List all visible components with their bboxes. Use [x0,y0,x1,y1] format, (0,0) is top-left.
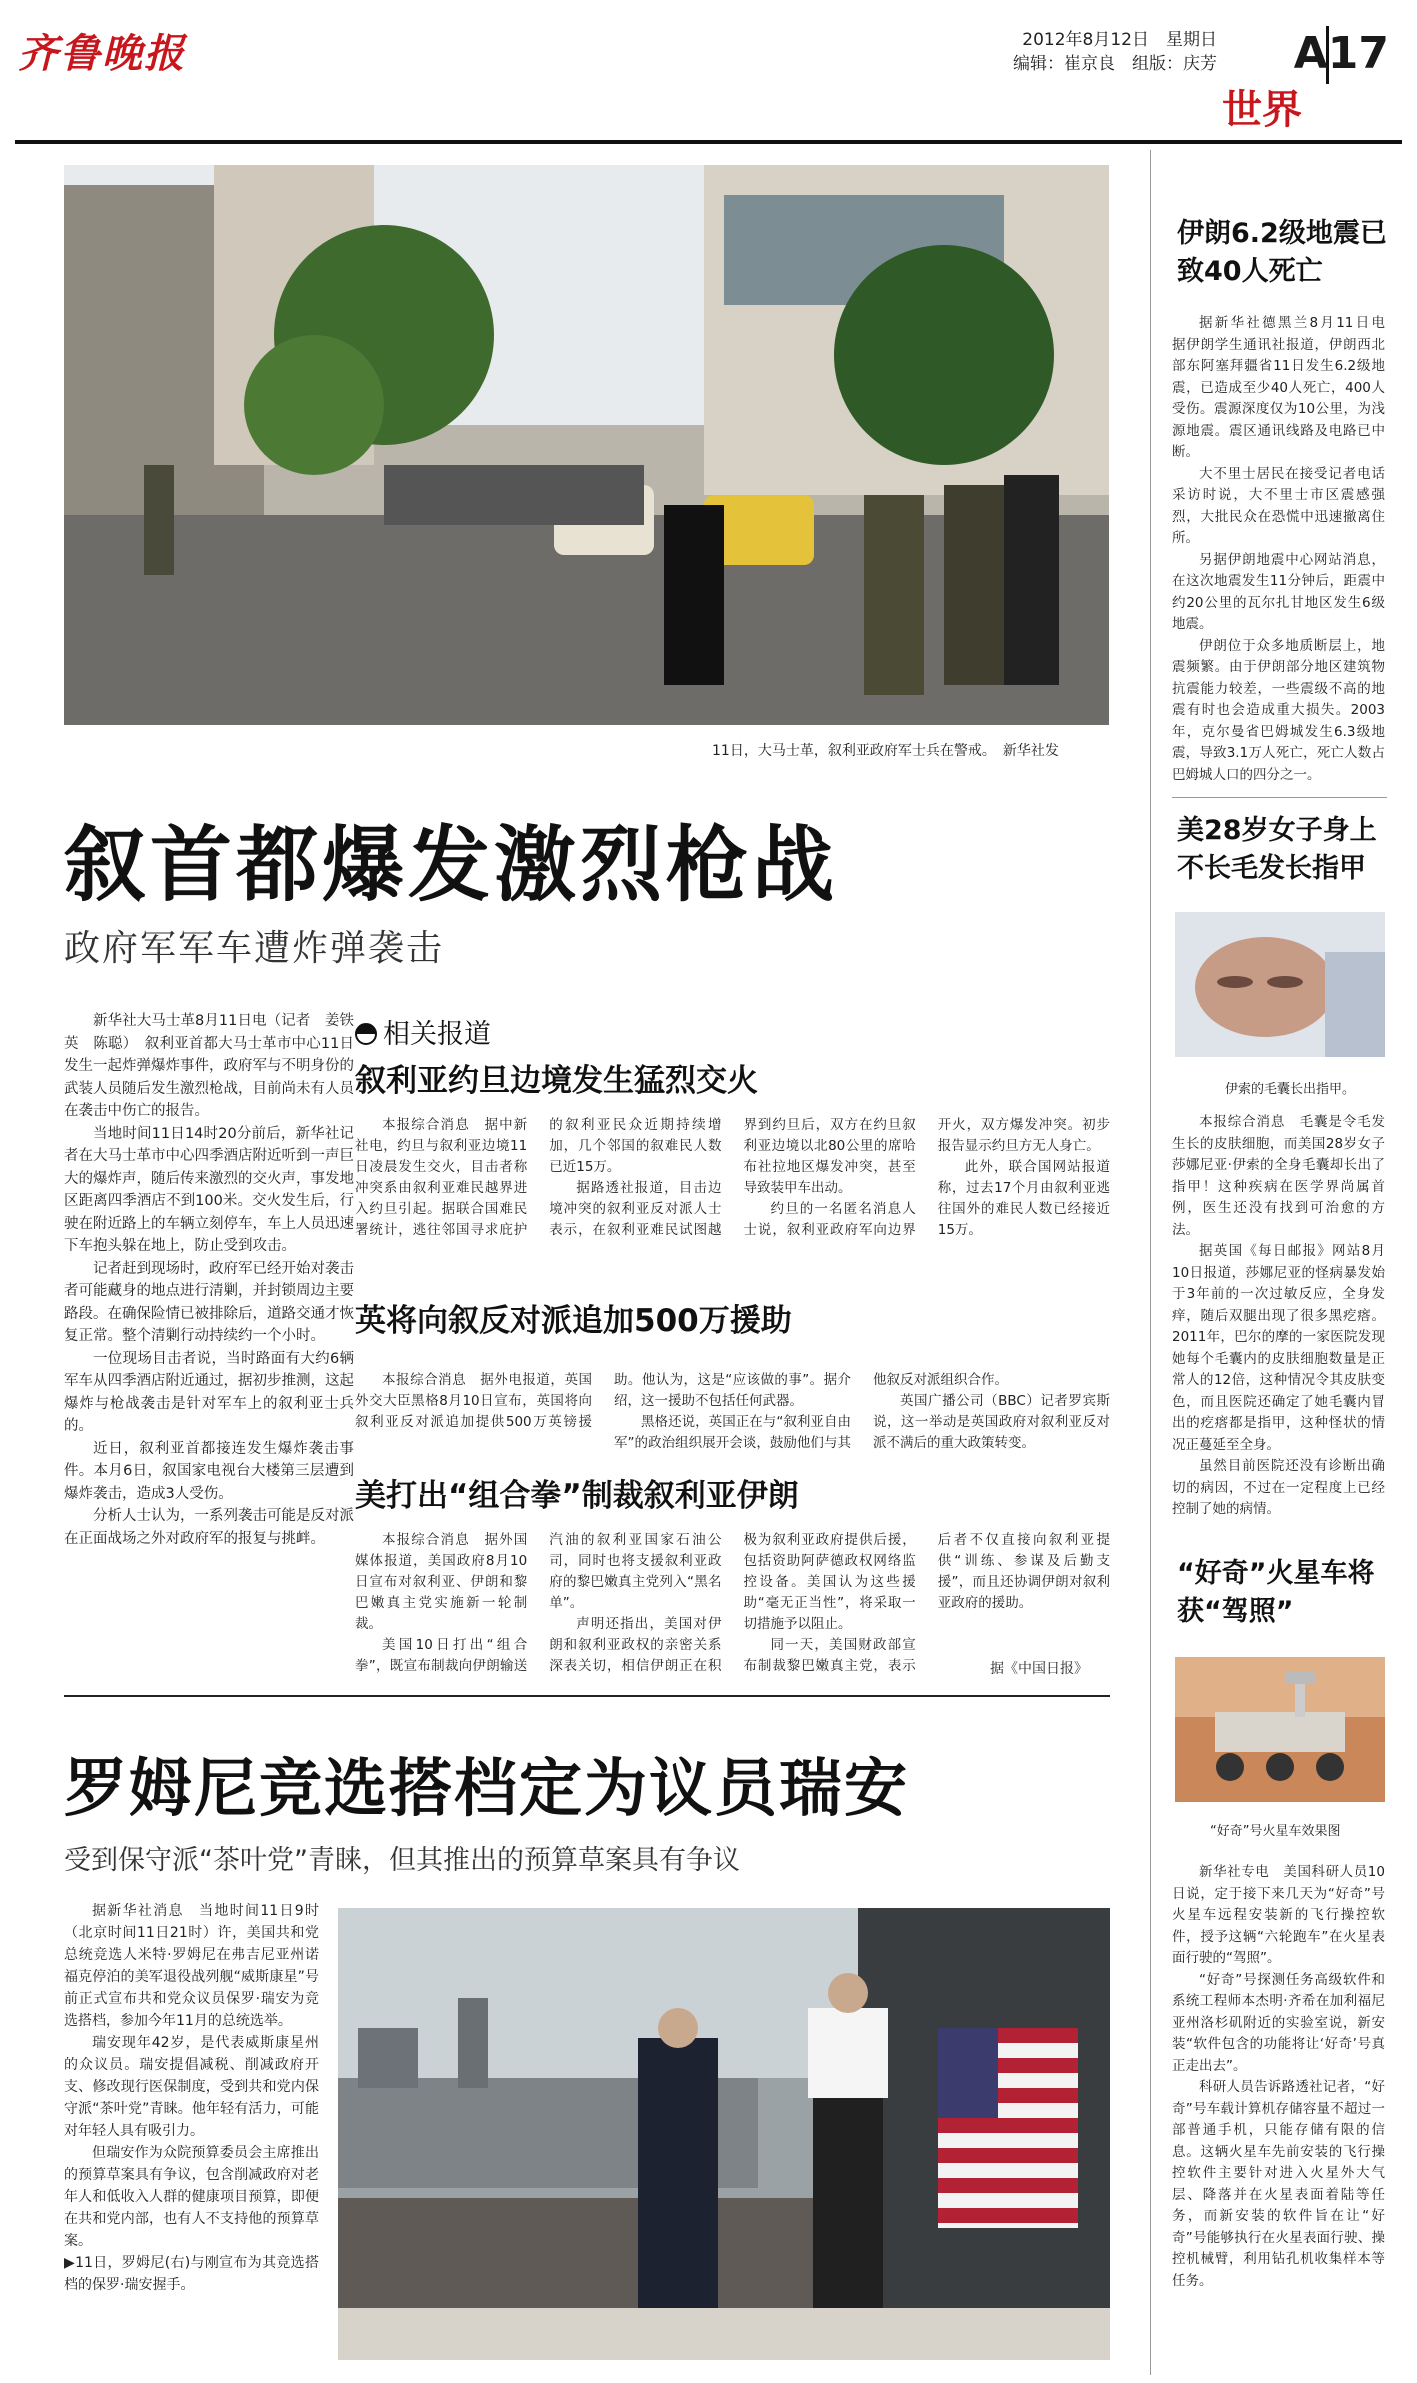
related-label-text: 相关报道 [383,1019,491,1050]
sidebar-headline-1: 伊朗6.2级地震已致40人死亡 [1177,218,1387,287]
masthead-logo: 齐鲁晚报 [18,30,186,77]
paragraph: 本报综合消息 据外电报道，英国外交大臣黑格8月10日宣布，英国将向叙利亚反对派追加提供500万英镑援助。他认为，这是“应该做的事”。据介绍，这一援助不包括任何武器。 [355,1372,851,1430]
sidebar-headline-2: 美28岁女子身上不长毛发长指甲 [1177,815,1377,884]
sidebar-story-1-body [1172,313,1399,786]
main-headline: 叙首都爆发激烈枪战 [64,818,839,913]
paragraph: 大不里士居民在接受记者电话采访时说，大不里士市区震感强烈，大批民众在恐慌中迅速撤离住所。 [1172,465,1385,546]
sidebar-photo-patient-caption: 伊索的毛囊长出指甲。 [1225,1082,1356,1097]
issue-editors: 编辑：崔京良 组版：庆芳 [1013,54,1217,74]
paragraph: 英国广播公司（BBC）记者罗宾斯说，这一举动是英国政府对叙利亚反对派不满后的重大政策转变。 [873,1393,1110,1451]
related-story-2-body [355,1370,1110,1454]
top-rule [15,140,1402,144]
related-label [355,1012,491,1051]
paragraph: 虽然目前医院还没有诊断出确切的病因，不过在一定程度上已经控制了她的病情。 [1172,1458,1385,1517]
paragraph: 伊朗位于众多地质断层上，地震频繁。由于伊朗部分地区建筑物抗震能力较差，一些震级不高的地震有时也会造成重大损失。2003年，克尔曼省巴姆城发生6.3级地震，导致3.1万人死亡，死亡人数占巴姆城人口的四分之一。 [1172,637,1385,783]
related-icon [355,1023,377,1045]
paragraph: 约旦的一名匿名消息人士说，叙利亚政府军向边界开火，双方爆发冲突。初步报告显示约旦方无人身亡。 [743,1117,1110,1238]
sidebar-headline-3: “好奇”火星车将获“驾照” [1177,1558,1375,1627]
romney-subheadline: 受到保守派“茶叶党”青睐，但其推出的预算草案具有争议 [64,1845,740,1876]
issue-date: 2012年8月12日 星期日 [1022,30,1217,50]
paragraph: 此外，联合国网站报道称，过去17个月由叙利亚逃往国外的难民人数已经接近15万。 [937,1159,1110,1238]
related-source: 据《中国日报》 [990,1661,1088,1677]
paragraph: 分析人士认为，一系列袭击可能是反对派在正面战场之外对政府军的报复与挑衅。 [64,1508,354,1547]
sidebar-story-2-body [1172,1112,1385,1521]
paragraph: 新华社大马士革8月11日电（记者 姜铁英 陈聪） 叙利亚首都大马士革市中心11日发生一起炸弹爆炸事件，政府军与不明身份的武装人员随后发生激烈枪战，目前尚未有人员在袭击中伤亡的报告。 [64,1013,354,1119]
paragraph: 当地时间11日14时20分前后，新华社记者在大马士革市中心四季酒店附近听到一声巨大的爆炸声，随后传来激烈的交火声，事发地区距离四季酒店不到100米。交火发生后，行驶在附近路上的车辆立刻停车，车上人员迅速下车抱头躲在地上，防止受到攻击。 [64,1125,354,1254]
romney-photo [338,1908,1110,2360]
section-title: 世界 [1222,87,1302,133]
paragraph: 新华社专电 美国科研人员10日说，定于接下来几天为“好奇”号火星车远程安装新的飞行操控软件，授予这辆“六轮跑车”在火星表面行驶的“驾照”。 [1172,1864,1385,1966]
paragraph: 另据伊朗地震中心网站消息，在这次地震发生11分钟后，距震中约20公里的瓦尔扎甘地区发生6级地震。 [1172,551,1385,632]
sidebar-divider [1150,150,1151,2375]
lead-photo-caption: 11日，大马士革，叙利亚政府军士兵在警戒。 新华社发 [712,743,1059,759]
related-headline-1: 叙利亚约旦边境发生猛烈交火 [355,1063,758,1099]
paragraph: “好奇”号探测任务高级软件和系统工程师本杰明·齐希在加利福尼亚州洛杉矶附近的实验室说，新安装“软件包含的功能将让‘好奇’号真正走出去”。 [1172,1971,1385,2074]
page-number: A17 [1293,28,1389,79]
sidebar-story-3-body [1172,1862,1385,2292]
related-story-3-body [355,1530,1110,1677]
related-headline-2: 英将向叙反对派追加500万援助 [355,1303,792,1339]
sidebar-photo-patient [1175,912,1385,1057]
sidebar-photo-rover-caption: “好奇”号火星车效果图 [1210,1824,1341,1839]
paragraph: 本报综合消息 毛囊是令毛发生长的皮肤细胞，而美国28岁女子莎娜尼亚·伊索的全身毛囊却长出了指甲！这种疾病在医学界尚属首例，医生还没有找到可治愈的方法。 [1172,1114,1385,1238]
paragraph: 据英国《每日邮报》网站8月10日报道，莎娜尼亚的怪病暴发始于3年前的一次过敏反应，全身发痒，随后双腿出现了很多黑疙瘩。2011年，巴尔的摩的一家医院发现她每个毛囊内的皮肤细胞数量是正常人的12倍，这种情况令其皮肤变色，而且医院还确定了她毛囊内冒出的疙瘩都是指甲，这种怪状的情况正蔓延至全身。 [1172,1243,1385,1453]
paragraph: 近日，叙利亚首都接连发生爆炸袭击事件。本月6日，叙国家电视台大楼第三层遭到爆炸袭击，造成3人受伤。 [64,1440,354,1502]
main-subheadline: 政府军军车遭炸弹袭击 [64,928,445,969]
paragraph: 本报综合消息 据中新社电，约旦与叙利亚边境11日凌晨发生交火，目击者称冲突系由叙利亚难民越界进入约旦引起。据联合国难民署统计，逃往邻国寻求庇护的叙利亚民众近期持续增加，几个邻国的叙难民人数已近15万。 [355,1117,722,1238]
paragraph: 本报综合消息 据外国媒体报道，美国政府8月10日宣布对叙利亚、伊朗和黎巴嫩真主党实施新一轮制裁。 [355,1532,528,1632]
paragraph: 记者赶到现场时，政府军已经开始对袭击者可能藏身的地点进行清剿，并封锁周边主要路段。在确保险情已被排除后，道路交通才恢复正常。整个清剿行动持续约一个小时。 [64,1260,354,1344]
paragraph: 但瑞安作为众院预算委员会主席推出的预算草案具有争议，包含削减政府对老年人和低收入人群的健康项目预算，即便在共和党内部，也有人不支持他的预算草案。 [64,2145,319,2249]
paragraph: 同一天，美国财政部宣布制裁黎巴嫩真主党，表示后者不仅直接向叙利亚提供“训练、参谋及后勤支援”，而且还协调伊朗对叙利亚政府的援助。 [743,1532,1110,1674]
related-headline-3: 美打出“组合拳”制裁叙利亚伊朗 [355,1478,799,1514]
romney-story-body [64,1900,319,2296]
related-story-1-body [355,1115,1110,1241]
paragraph: 据新华社消息 当地时间11日9时（北京时间11日21时）许，美国共和党总统竞选人米特·罗姆尼在弗吉尼亚州诺福克停泊的美军退役战列舰“威斯康星”号前正式宣布共和党众议员保罗·瑞安为竞选搭档，参加今年11月的总统选举。 [64,1903,319,2029]
sidebar-photo-rover [1175,1657,1385,1802]
main-story-body [64,1010,354,1550]
paragraph: 美国10日打出“组合拳”，既宣布制裁向伊朗输送汽油的叙利亚国家石油公司，同时也将支援叙利亚政府的黎巴嫩真主党列入“黑名单”。 [355,1532,722,1674]
romney-headline: 罗姆尼竞选搭档定为议员瑞安 [64,1752,909,1825]
romney-photo-caption: ▶11日，罗姆尼(右)与刚宣布为其竞选搭档的保罗·瑞安握手。 [64,2255,319,2293]
paragraph: 瑞安现年42岁，是代表威斯康星州的众议员。瑞安提倡减税、削减政府开支、修改现行医保制度，受到共和党内保守派“茶叶党”青睐。他年轻有活力，可能对年轻人具有吸引力。 [64,2035,319,2139]
paragraph: 据路透社报道，目击边境冲突的叙利亚反对派人士表示，在叙利亚难民试图越界到约旦后，双方在约旦叙利亚边境以北80公里的席哈布社拉地区爆发冲突，甚至导致装甲车出动。 [549,1117,916,1238]
issue-meta [1013,28,1217,76]
section-divider [64,1695,1110,1697]
paragraph: 黑格还说，英国正在与“叙利亚自由军”的政治组织展开会谈，鼓励他们与其他叙反对派组织合作。 [614,1372,1008,1451]
paragraph: 一位现场目击者说，当时路面有大约6辆军车从四季酒店附近通过，据初步推测，这起爆炸与枪战袭击是针对军车上的叙利亚士兵的。 [64,1350,354,1434]
lead-photo [64,165,1109,725]
paragraph: 据新华社德黑兰8月11日电 据伊朗学生通讯社报道，伊朗西北部东阿塞拜疆省11日发生6.2级地震，已造成至少40人死亡，400人受伤。震源深度仅为10公里，为浅源地震。震区通讯线路及电路已中断。 [1172,315,1399,460]
paragraph: 科研人员告诉路透社记者，“好奇”号车载计算机存储容量不超过一部普通手机，只能存储有限的信息。这辆火星车先前安装的飞行操控软件主要针对进入火星外大气层、降落并在火星表面着陆等任务，而新安装的软件旨在让“好奇”号能够执行在火星表面行驶、操控机械臂，利用钻孔机收集样本等任务。 [1172,2079,1385,2289]
sidebar-rule [1172,797,1387,798]
paragraph: 声明还指出，美国对伊朗和叙利亚政权的亲密关系深表关切，相信伊朗正在积极为叙利亚政府提供后援，包括资助阿萨德政权网络监控设备。美国认为这些援助“毫无正当性”，将采取一切措施予以阻止。 [549,1532,916,1674]
